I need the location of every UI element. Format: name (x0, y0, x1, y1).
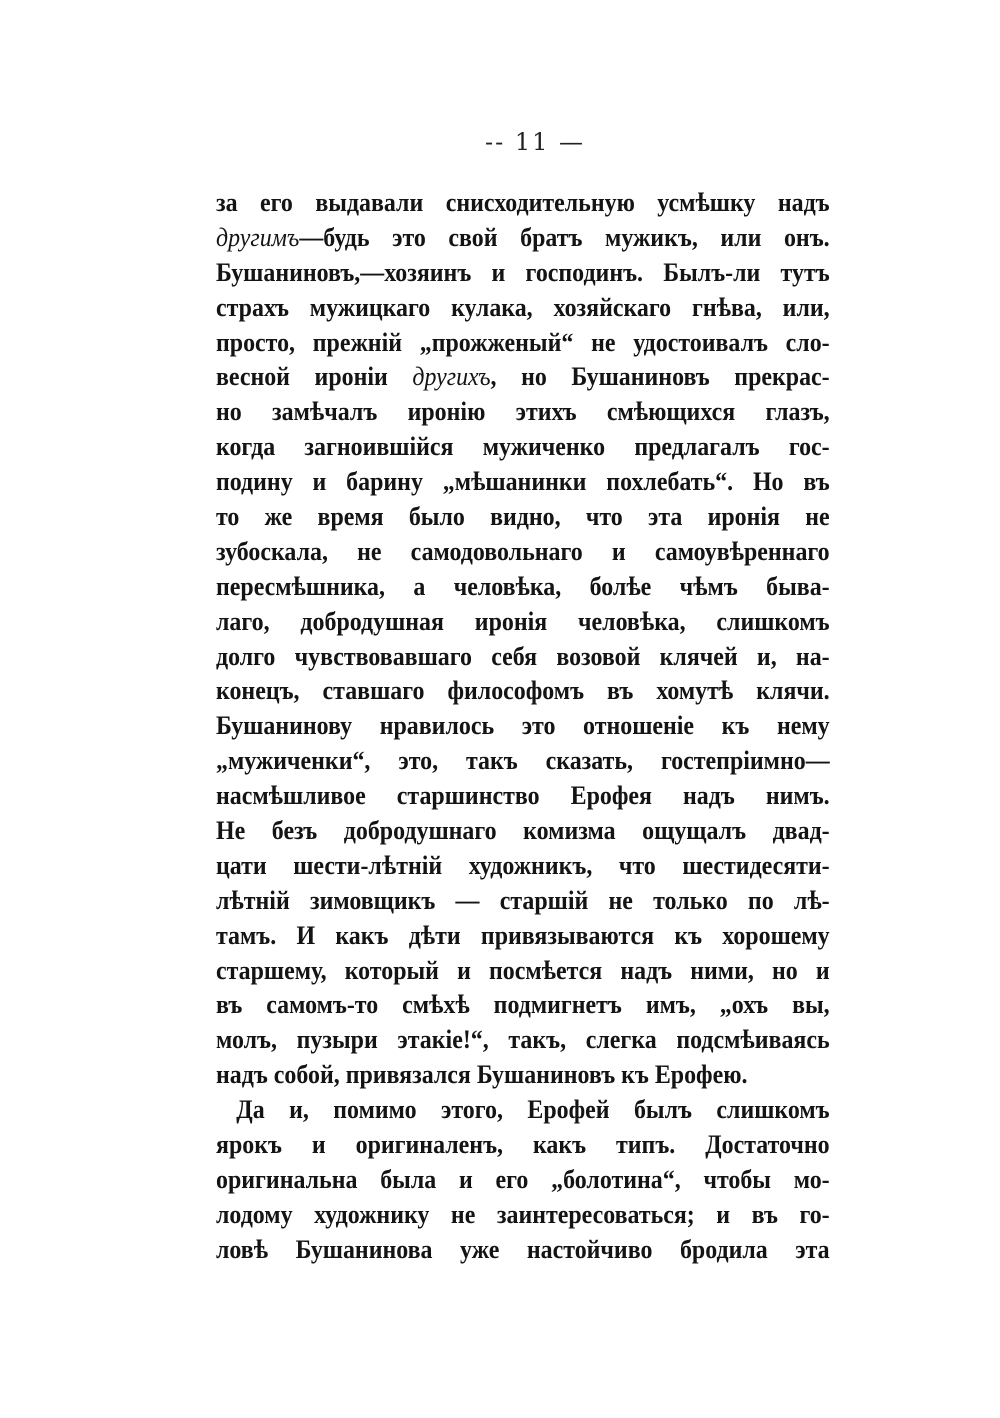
text-line (216, 1128, 830, 1163)
italic-text: другимъ (216, 222, 300, 252)
text-line (216, 919, 830, 954)
text-segment: просто, прежній „прожженый“ не удостоивалъ сло- (216, 327, 830, 357)
text-segment: весной ироніи (216, 362, 413, 392)
italic-text: другихъ (412, 362, 491, 392)
page-body-text (216, 186, 830, 1268)
text-segment: за его выдавали снисходительную усмѣшку надъ (216, 188, 830, 217)
text-line (216, 535, 830, 570)
text-segment: цати шести-лѣтній художникъ, что шестидесяти- (216, 850, 830, 880)
text-line (216, 395, 830, 430)
text-segment: —будь это свой братъ мужикъ, или онъ. (299, 222, 830, 252)
text-segment: Да и, помимо этого, Ерофей былъ слишкомъ (236, 1095, 830, 1125)
text-line (216, 256, 830, 291)
text-line (216, 709, 830, 744)
text-segment: когда загноившійся мужиченко предлагалъ гос- (216, 432, 830, 462)
text-line (216, 674, 830, 709)
text-segment: Не безъ добродушнаго комизма ощущалъ двад- (216, 816, 830, 846)
text-line (216, 1233, 830, 1268)
text-line (216, 360, 830, 395)
text-line (216, 744, 830, 779)
text-line (216, 1163, 830, 1198)
text-line (216, 884, 830, 919)
text-segment: зубоскала, не самодовольнаго и самоувѣреннаго (216, 536, 830, 566)
text-segment: ловѣ Бушанинова уже настойчиво бродила эта (216, 1234, 830, 1264)
text-segment: , но Бушаниновъ прекрас- (490, 362, 830, 392)
text-segment: то же время было видно, что эта иронія не (216, 502, 830, 532)
text-segment: долго чувствовавшаго себя возовой клячей и, на- (216, 641, 830, 671)
text-segment: старшему, который и посмѣется надъ ними, но и (216, 955, 830, 985)
text-line (216, 326, 830, 361)
text-segment: въ самомъ-то смѣхѣ подмигнетъ имъ, „охъ вы, (216, 990, 830, 1020)
text-segment: страхъ мужицкаго кулака, хозяйскаго гнѣва, или, (216, 292, 830, 322)
text-segment: Бушаниновъ,—хозяинъ и господинъ. Былъ-ли тутъ (216, 257, 830, 287)
text-line (216, 465, 830, 500)
text-line (216, 430, 830, 465)
text-line (216, 1198, 830, 1233)
text-segment: лѣтній зимовщикъ — старшій не только по лѣ- (216, 885, 830, 915)
text-line (216, 779, 830, 814)
text-line (216, 1093, 830, 1128)
text-segment: тамъ. И какъ дѣти привязываются къ хорошему (216, 920, 830, 950)
text-line (216, 605, 830, 640)
text-line (216, 500, 830, 535)
text-line (216, 814, 830, 849)
page-number: -- 11 — (484, 128, 585, 156)
text-line (216, 954, 830, 989)
text-segment: молъ, пузыри этакіе!“, такъ, слегка подсмѣиваясь (216, 1025, 830, 1055)
text-line (216, 186, 830, 221)
text-segment: конецъ, ставшаго философомъ въ хомутѣ клячи. (216, 676, 830, 706)
text-segment: Бушанинову нравилось это отношеніе къ нему (216, 711, 830, 741)
text-line (216, 221, 830, 256)
text-segment: „мужиченки“, это, такъ сказать, гостепріимно— (216, 746, 830, 776)
text-segment: но замѣчалъ иронію этихъ смѣющихся глазъ, (216, 397, 830, 427)
paragraph (216, 1093, 830, 1267)
text-segment: надъ собой, привязался Бушаниновъ къ Ерофею. (216, 1060, 748, 1090)
text-segment: подину и барину „мѣшанинки похлебать“. Но въ (216, 467, 830, 497)
text-segment: лодому художнику не заинтересоваться; и въ го- (216, 1199, 830, 1229)
paragraph (216, 186, 830, 1093)
text-line (216, 849, 830, 884)
text-line (216, 1023, 830, 1058)
text-line (216, 570, 830, 605)
text-line (216, 1058, 830, 1093)
text-segment: ярокъ и оригиналенъ, какъ типъ. Достаточно (216, 1130, 830, 1160)
text-line (216, 988, 830, 1023)
text-line (216, 640, 830, 675)
text-segment: пересмѣшника, а человѣка, болѣе чѣмъ быва- (216, 571, 830, 601)
text-segment: лаго, добродушная иронія человѣка, слишкомъ (216, 606, 830, 636)
text-line (216, 291, 830, 326)
text-segment: оригинальна была и его „болотина“, чтобы мо- (216, 1164, 830, 1194)
text-segment: насмѣшливое старшинство Ерофея надъ нимъ. (216, 781, 830, 811)
